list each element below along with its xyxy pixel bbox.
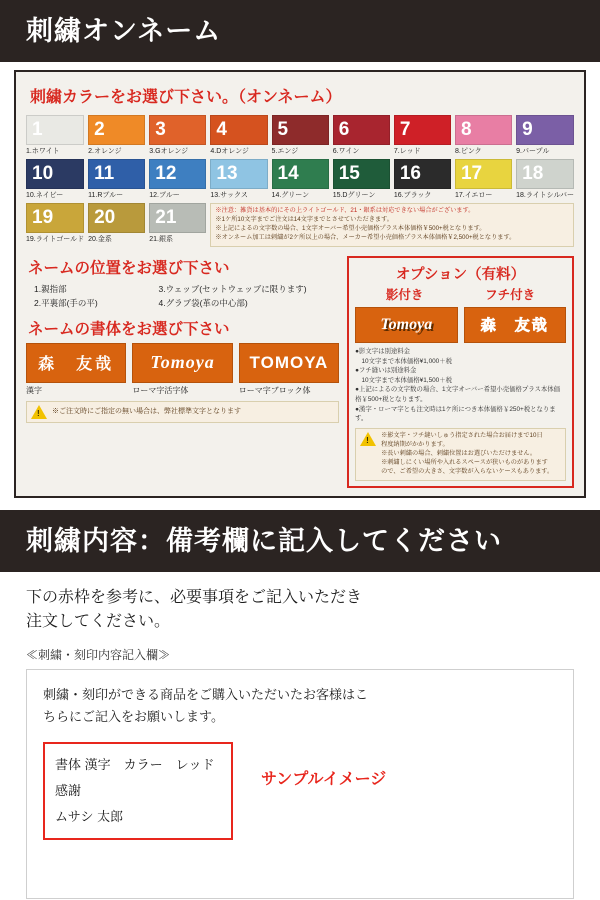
color-swatch[interactable] (26, 159, 84, 200)
color-caption: 18.ライトシルバー (516, 192, 574, 199)
options-area (26, 256, 574, 488)
option-subtitles (355, 285, 566, 303)
option-warning-line: ので、ご希望の大きさ、文字数が入らないケースもあります。 (381, 467, 554, 475)
memo-instruction-line1: 刺繍・刻印ができる商品をご購入いただいたお客様はこ (43, 686, 369, 702)
color-caption: 10.ネイビー (26, 192, 64, 199)
color-caption: 9.パープル (516, 148, 550, 155)
warning-icon (31, 405, 47, 419)
color-chip: 1 (26, 115, 84, 145)
color-caption: 12.ブルー (149, 192, 180, 199)
color-swatch[interactable] (394, 159, 451, 200)
color-swatch[interactable] (26, 115, 84, 156)
option-note-line: 10文字まで本体価格¥1,500＋税 (355, 376, 453, 384)
color-swatch[interactable] (272, 115, 329, 156)
position-item[interactable]: 4.グラブ袋(革の中心部) (158, 298, 248, 309)
color-caption: 16.ブラック (393, 192, 432, 199)
position-and-font-column (26, 256, 339, 488)
color-swatch[interactable] (333, 159, 390, 200)
memo-lead-line1: 下の赤枠を参考に、必要事項をご記入いただき (26, 588, 363, 606)
sample-entry-line3: ムサシ 太郎 (55, 808, 124, 824)
color-chip: 18 (516, 159, 574, 189)
color-note-line: ※注意：雑貨は基本的にその上ライトゴールド、21・銀系は対応できない場合がございます。 (215, 207, 475, 214)
font-caption: 漢字 (26, 385, 42, 395)
memo-lead (26, 586, 574, 634)
color-chip: 9 (516, 115, 574, 145)
font-sample-script[interactable] (132, 343, 232, 396)
color-chip: 11 (88, 159, 145, 189)
sample-image-label: サンプルイメージ (261, 770, 387, 788)
option-warning-line: ※刺繍しにくい場所や入れるスペースが狭いものがあります (381, 458, 548, 466)
color-swatch[interactable] (455, 115, 512, 156)
color-caption: 7.レッド (393, 148, 421, 155)
option-warning-text-group (381, 432, 553, 477)
color-swatch[interactable] (26, 203, 84, 247)
color-swatch[interactable] (88, 115, 145, 156)
option-note-line: ●上記によるの文字数の場合、1文字オーバー希望小売価格プラス本体価格￥500+税となります。 (355, 386, 561, 403)
color-caption: 3.Gオレンジ (149, 148, 189, 155)
option-warning-line: ※影文字・フチ縫いしゅう指定された場合お届けまで10日 (381, 431, 543, 439)
memo-sub-label: ≪刺繍・刻印内容記入欄≫ (26, 647, 171, 662)
color-note-line: ※上記によるの文字数の場合、1文字オーバー希望小売価格プラス本体価格￥500+税となります。 (215, 224, 486, 232)
font-chip: TOMOYA (239, 343, 339, 383)
memo-lead-line2: 注文してください。 (26, 612, 171, 630)
color-note-line: ※1ケ所10文字までご注文は14文字までとさせていただきます。 (215, 215, 393, 223)
color-chip: 17 (455, 159, 512, 189)
color-caption: 15.Dグリーン (332, 192, 376, 199)
option-note-line: ●漢字・ローマ字とも注文時は1ケ所につき本体価格￥250+税となります。 (355, 405, 556, 423)
color-swatch[interactable] (149, 203, 206, 247)
option-chip-shadow[interactable]: Tomoya (355, 307, 457, 343)
color-caption: 4.Dオレンジ (210, 148, 249, 155)
memo-instruction-line2: ちらにご記入をお願いします。 (43, 708, 224, 724)
option-note-line: ●影文字は別途料金 (355, 347, 411, 355)
color-chip: 6 (333, 115, 390, 145)
color-chip: 21 (149, 203, 206, 233)
color-chip: 2 (88, 115, 145, 145)
page-title-top: 刺繍オンネーム (0, 0, 600, 62)
color-panel-title: 刺繍カラーをお選び下さい。（オンネーム） (30, 89, 342, 106)
color-swatch[interactable] (516, 115, 574, 156)
font-sample-row (26, 343, 339, 396)
color-caption: 21.銀系 (149, 236, 173, 243)
sample-entry-box (43, 742, 233, 840)
position-title: ネームの位置をお選び下さい (28, 259, 230, 277)
color-chip: 12 (149, 159, 206, 189)
option-chip-border[interactable]: 森 友哉 (464, 307, 566, 343)
color-caption: 20.金系 (88, 236, 112, 243)
color-chip: 13 (210, 159, 267, 189)
color-chip: 3 (149, 115, 206, 145)
option-title: オプション（有料） (395, 266, 526, 283)
option-chip-row (355, 307, 566, 343)
color-caption: 5.エンジ (271, 148, 299, 155)
color-caption: 6.ワイン (332, 148, 360, 155)
color-chip: 20 (88, 203, 145, 233)
color-caption: 17.イエロー (454, 192, 493, 199)
color-swatch[interactable] (149, 159, 206, 200)
option-note-line: ●フチ縫いは別途料金 (355, 367, 417, 375)
option-warning-line: ※長い刺繍の場合、刺繍位置はお選びいただけません。 (381, 449, 537, 457)
color-swatch[interactable] (272, 159, 329, 200)
color-swatch[interactable] (149, 115, 206, 156)
position-list (34, 282, 339, 311)
position-item[interactable]: 3.ウェッブ(セットウェッブに限ります) (158, 283, 307, 294)
color-chip: 15 (333, 159, 390, 189)
color-swatch[interactable] (210, 115, 267, 156)
color-chip: 16 (394, 159, 451, 189)
font-caption: ローマ字活字体 (132, 385, 189, 395)
option-warning-line: 程度納期がかかります。 (381, 440, 449, 448)
color-selection-panel (14, 70, 586, 498)
font-sample-block[interactable] (239, 343, 339, 396)
color-caption: 13.サックス (210, 192, 248, 199)
color-swatch-grid (26, 115, 574, 247)
color-caption: 14.グリーン (271, 192, 310, 199)
color-note-line: ※オンネーム加工は刺繍が2ケ所以上の場合、メーカー希望小売価格プラス本体価格￥2,500+税となります。 (215, 233, 516, 241)
sample-entry-line2: 感謝 (55, 782, 82, 798)
option-column (347, 256, 574, 488)
memo-section (0, 572, 600, 899)
color-caption: 1.ホワイト (26, 148, 60, 155)
color-chip: 19 (26, 203, 84, 233)
color-chip: 5 (272, 115, 329, 145)
font-warning (26, 401, 339, 423)
font-caption: ローマ字ブロック体 (238, 385, 311, 395)
memo-sample-area (43, 742, 557, 840)
option-notes (355, 347, 566, 424)
memo-instruction (43, 684, 557, 728)
color-chip: 14 (272, 159, 329, 189)
option-sub-border: フチ付き (485, 287, 536, 302)
font-chip: 森 友哉 (26, 343, 126, 383)
color-caption: 2.オレンジ (88, 148, 122, 155)
color-caption: 11.Rブルー (88, 192, 124, 199)
color-caption: 8.ピンク (454, 148, 482, 155)
color-note-box (210, 203, 574, 247)
page-title-bottom: 刺繍内容：備考欄に記入してください (0, 510, 600, 572)
position-item[interactable]: 2.平裏部(手の平) (34, 298, 98, 309)
color-chip: 8 (455, 115, 512, 145)
color-swatch[interactable] (88, 203, 145, 247)
color-swatch[interactable] (210, 159, 267, 200)
option-warning (355, 428, 566, 481)
color-swatch[interactable] (455, 159, 512, 200)
option-sub-shadow: 影付き (385, 287, 424, 302)
option-note-line: 10文字まで本体価格¥1,000＋税 (355, 357, 453, 365)
font-warning-text: ※ご注文時にご指定の無い場合は、弊社標準文字となります (52, 407, 241, 415)
color-swatch[interactable] (333, 115, 390, 156)
color-caption: 19.ライトゴールド (26, 236, 85, 243)
sample-entry-line1: 書体 漢字 カラー レッド (55, 756, 215, 772)
warning-icon (360, 432, 376, 446)
color-swatch[interactable] (516, 159, 574, 200)
color-chip: 10 (26, 159, 84, 189)
color-chip: 7 (394, 115, 451, 145)
position-item[interactable]: 1.親指部 (34, 283, 67, 294)
font-sample-kanji[interactable] (26, 343, 126, 396)
color-swatch[interactable] (394, 115, 451, 156)
color-chip: 4 (210, 115, 267, 145)
color-swatch[interactable] (88, 159, 145, 200)
memo-field[interactable] (26, 669, 574, 899)
font-chip: Tomoya (132, 343, 232, 383)
font-title: ネームの書体をお選び下さい (28, 320, 230, 338)
